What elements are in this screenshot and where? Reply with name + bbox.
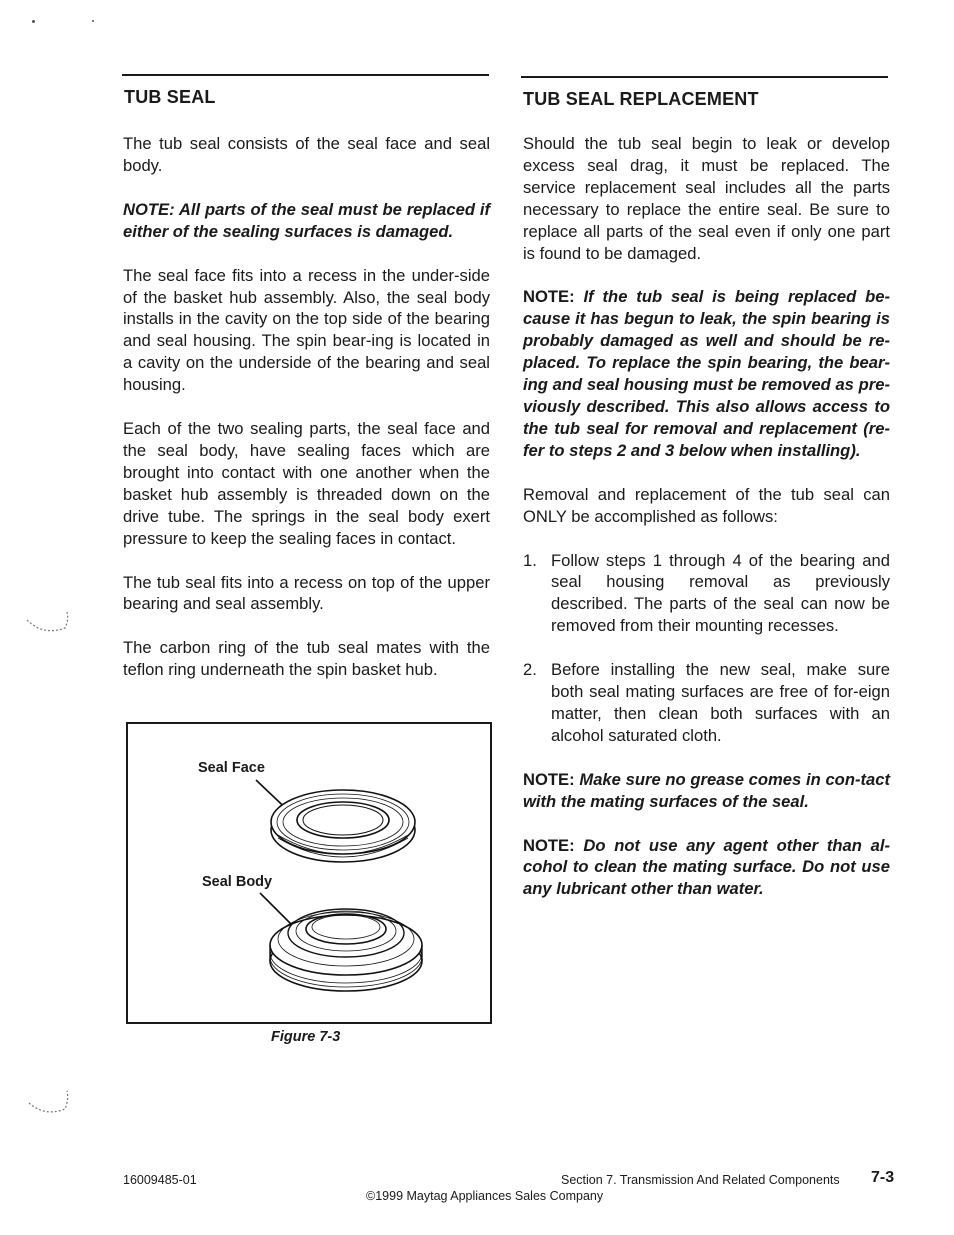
right-note-3 bbox=[523, 835, 890, 901]
section-title: Section 7. Transmission And Related Components bbox=[561, 1173, 840, 1187]
steps-list bbox=[523, 550, 890, 747]
step-text: Before installing the new seal, make sure both seal mating surfaces are free of for-eign matter, then clean both surfaces with an alcohol saturated cloth. bbox=[551, 660, 890, 745]
left-heading-rule bbox=[122, 74, 489, 76]
note-label: NOTE: bbox=[523, 769, 575, 789]
scan-mark bbox=[25, 600, 75, 640]
doc-number: 16009485-01 bbox=[123, 1173, 197, 1187]
figure-caption: Figure 7-3 bbox=[271, 1029, 341, 1045]
left-para-4: The tub seal fits into a recess on top of the upper bearing and seal assembly. bbox=[123, 572, 490, 614]
seal-body-label: Seal Body bbox=[202, 874, 273, 890]
seal-face-drawing bbox=[248, 774, 428, 869]
list-item bbox=[523, 659, 890, 747]
right-para-2: Removal and replacement of the tub seal can ONLY be accomplished as follows: bbox=[523, 484, 890, 526]
left-heading: TUB SEAL bbox=[124, 87, 216, 107]
note-text: Make sure no grease comes in con-tact with the mating surfaces of the seal. bbox=[523, 769, 890, 811]
right-note-1 bbox=[523, 286, 890, 461]
left-para-5: The carbon ring of the tub seal mates with the teflon ring underneath the spin basket hub. bbox=[123, 638, 490, 680]
left-note: NOTE: All parts of the seal must be replaced if either of the sealing surfaces is damaged. bbox=[123, 199, 490, 241]
seal-body-drawing bbox=[248, 887, 433, 997]
step-number: 2. bbox=[523, 660, 537, 680]
note-text: Do not use any agent other than al-cohol to clean the mating surface. Do not use any lubricant other than water. bbox=[523, 835, 890, 899]
right-column bbox=[523, 133, 890, 922]
left-column bbox=[123, 133, 490, 703]
scan-speck bbox=[92, 20, 94, 22]
left-para-3: Each of the two sealing parts, the seal face and the seal body, have sealing faces which are brought into contact with one another when the basket hub assembly is threaded down on the drive tube. The springs in the seal body exert pressure to keep the sealing faces in contact. bbox=[123, 419, 490, 548]
right-heading: TUB SEAL REPLACEMENT bbox=[523, 89, 759, 109]
right-para-1: Should the tub seal begin to leak or develop excess seal drag, it must be replaced. The service replacement seal includes all the parts necessary to replace the entire seal. Be sure to replace all parts of the seal even if only one part is found to be damaged. bbox=[523, 134, 890, 263]
note-label: NOTE: bbox=[523, 835, 575, 855]
left-para-1: The tub seal consists of the seal face and seal body. bbox=[123, 134, 490, 175]
left-para-2: The seal face fits into a recess in the under-side of the basket hub assembly. Also, the seal body installs in the cavity on the top side of the bearing and seal housing. The spin bear-ing is located in a cavity on the underside of the bearing and seal housing. bbox=[123, 265, 490, 395]
figure-box bbox=[126, 722, 492, 1024]
seal-face-label: Seal Face bbox=[198, 760, 265, 776]
note-label: NOTE: bbox=[523, 287, 575, 307]
list-item bbox=[523, 550, 890, 638]
scan-speck bbox=[32, 20, 35, 23]
step-number: 1. bbox=[523, 550, 537, 570]
step-text: Follow steps 1 through 4 of the bearing and seal housing removal as previously described. The parts of the seal can now be removed from their mounting recesses. bbox=[551, 550, 890, 636]
note-text: If the tub seal is being replaced be-cause it has begun to leak, the spin bearing is probably damaged as well and should be re-placed. To replace the spin bearing, the bear-ing and seal housing must be removed as pre-viously described. This also allows access to the tub seal for removal and replacement (re-fer to steps 2 and 3 below when installing). bbox=[523, 287, 890, 460]
copyright: ©1999 Maytag Appliances Sales Company bbox=[366, 1189, 604, 1203]
page-number: 7-3 bbox=[871, 1169, 895, 1186]
right-note-2 bbox=[523, 769, 890, 813]
right-heading-rule bbox=[521, 76, 888, 78]
scan-mark bbox=[25, 1085, 75, 1125]
